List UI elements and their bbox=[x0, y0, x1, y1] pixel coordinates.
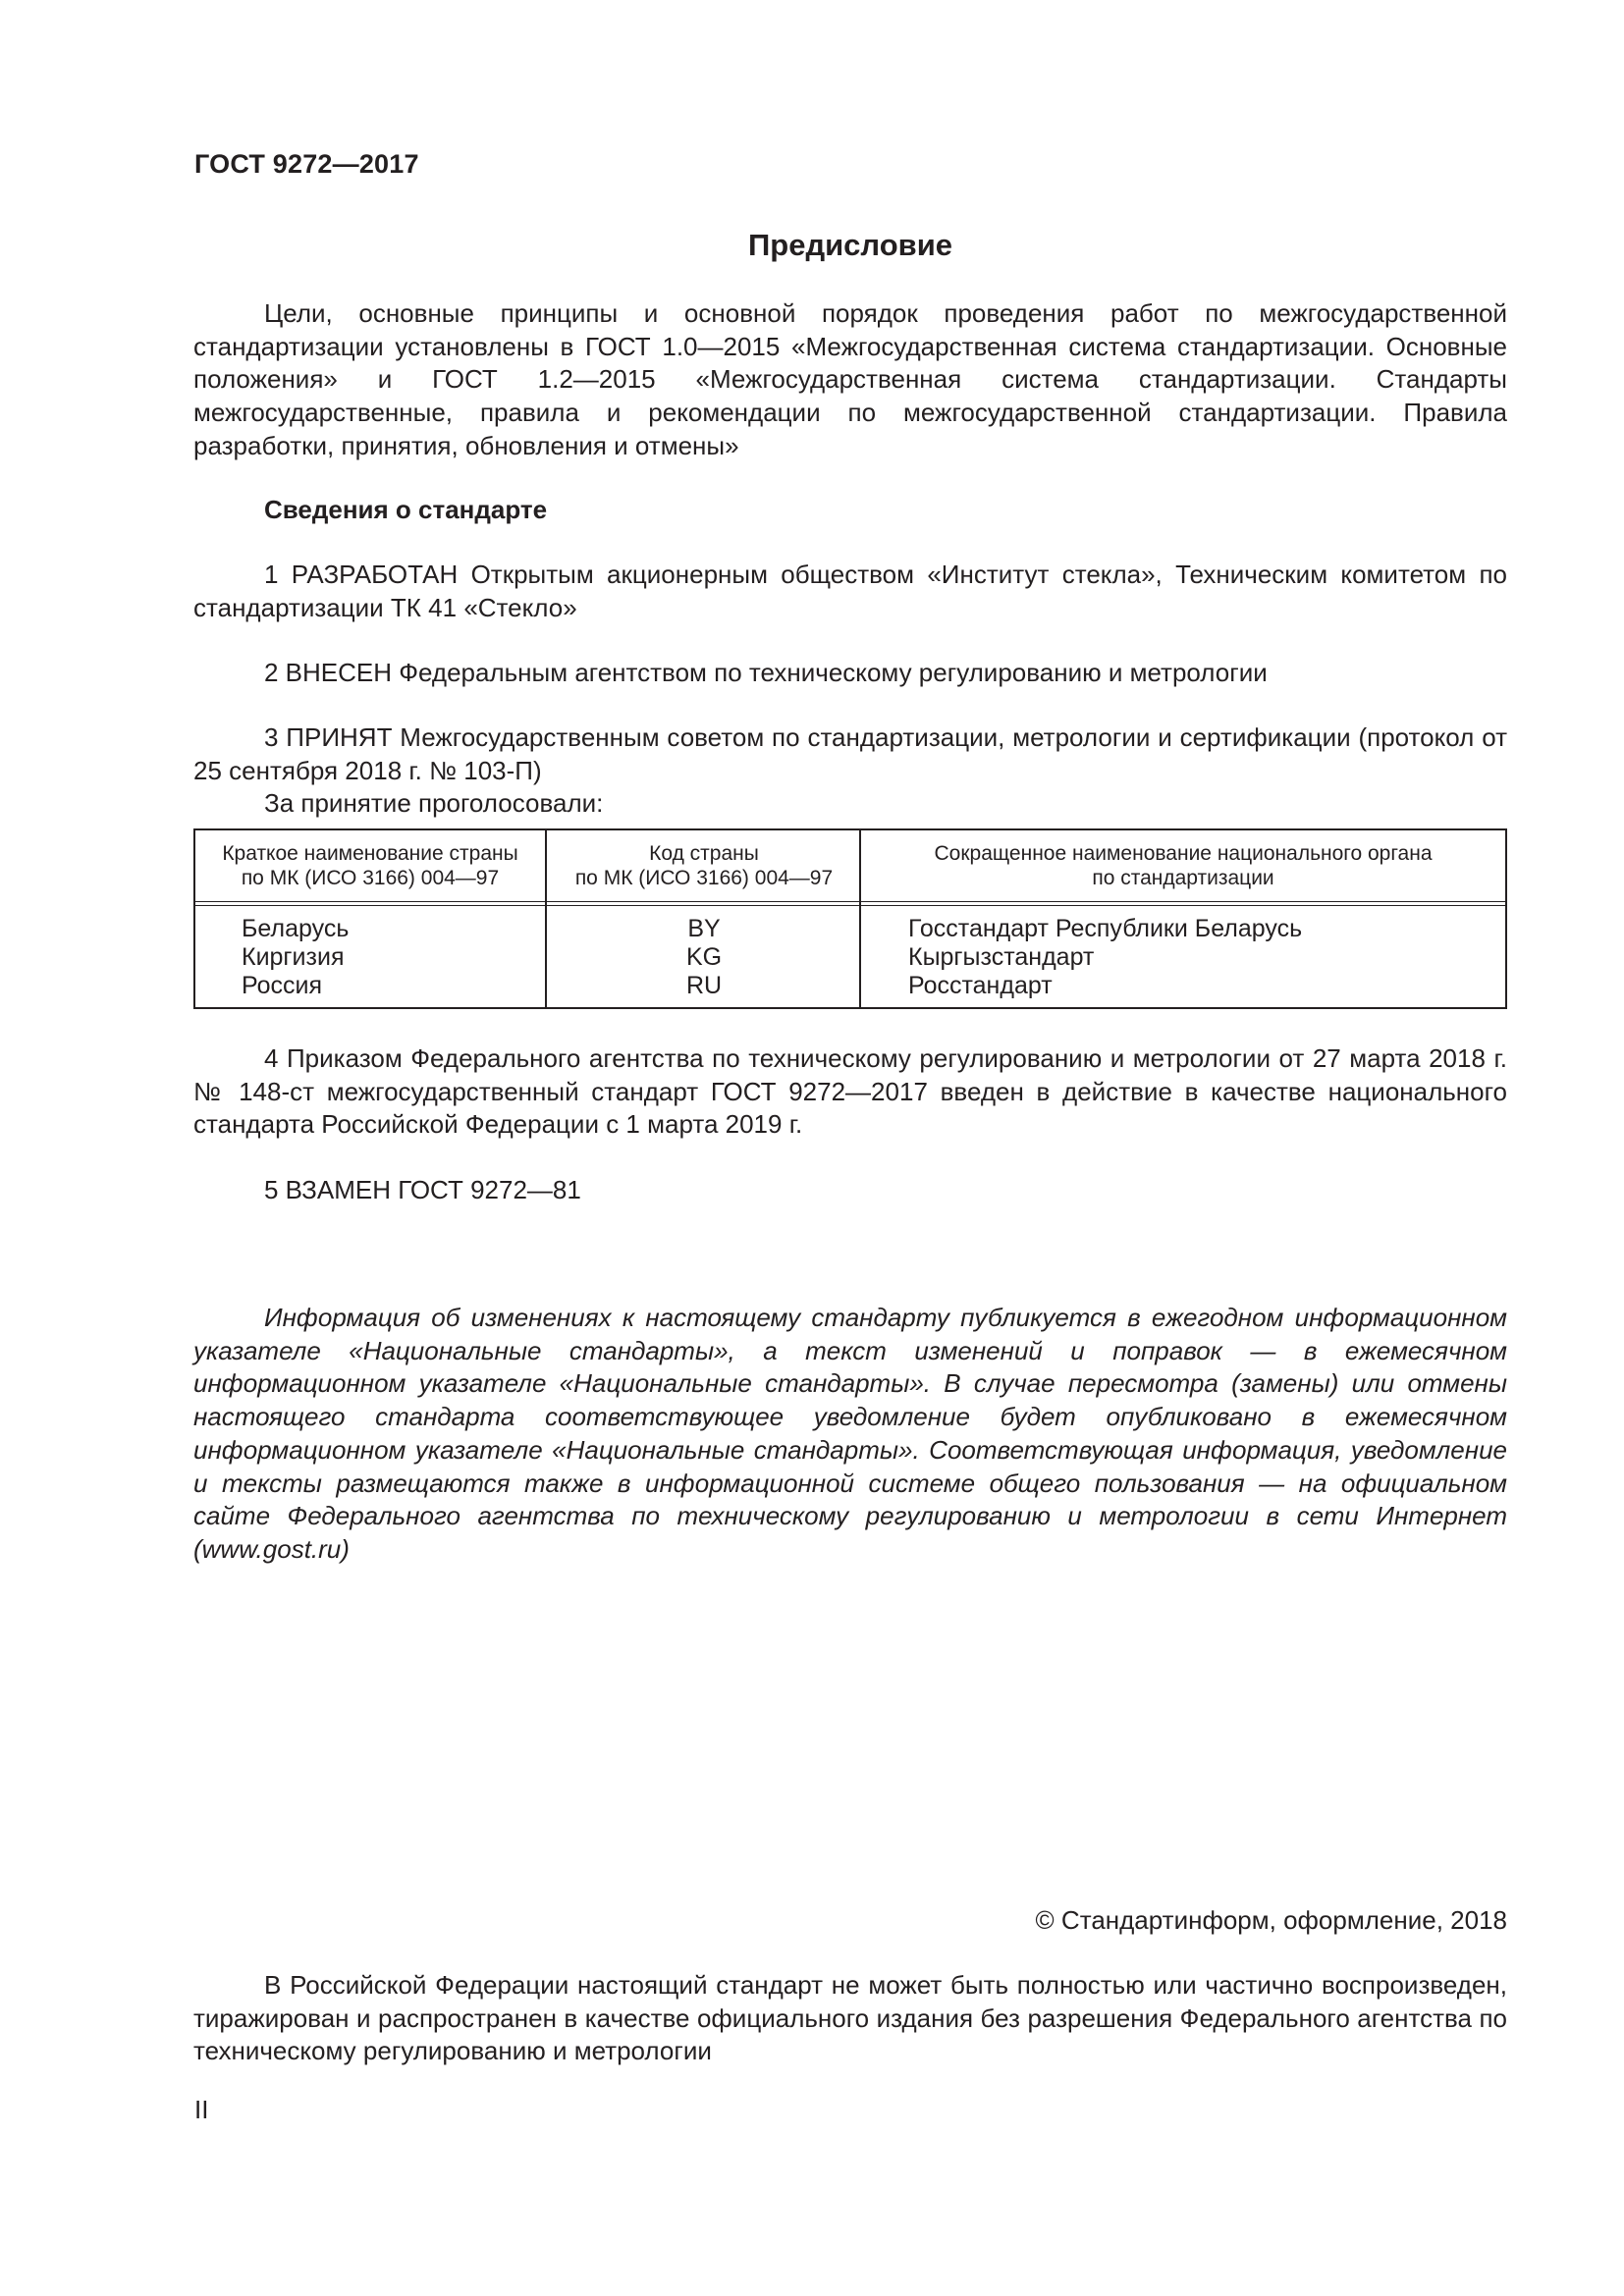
item-enacted: 4 Приказом Федерального агентства по техническому регулированию и метрологии от 27 марта 2018 г. № 148-ст межгосударственный стандарт ГОСТ 9272—2017 введен в действие в качестве национального стандарта Российской Федерации с 1 марта 2019 г. bbox=[193, 1043, 1507, 1140]
item-3-section bbox=[193, 721, 1507, 821]
header-line: Код страны bbox=[649, 842, 759, 865]
table-cell-country: Россия bbox=[242, 972, 322, 999]
copyright-notice: © Стандартинформ, оформление, 2018 bbox=[1035, 1905, 1507, 1935]
info-heading-section bbox=[193, 494, 1507, 527]
item-adopted: 3 ПРИНЯТ Межгосударственным советом по стандартизации, метрологии и сертификации (протокол от 25 сентября 2018 г. № 103-П) bbox=[193, 722, 1507, 785]
voted-label: За принятие проголосовали: bbox=[264, 788, 604, 819]
column-header-standards-body bbox=[861, 830, 1505, 901]
item-replaces: 5 ВЗАМЕН ГОСТ 9272—81 bbox=[264, 1175, 581, 1204]
info-heading: Сведения о стандарте bbox=[264, 495, 548, 524]
changes-notice: Информация об изменениях к настоящему стандарту публикуется в ежегодном информационном указателе «Национальные стандарты», а текст изменений и поправок — в ежемесячном информационном указателе «Национальные стандарты». В случае пересмотра (замены) или отмены настоящего стандарта соответствующее уведомление будет опубликовано в ежемесячном информационном указателе «Национальные стандарты». Соответствующая информация, уведомление и тексты размещаются также в информационной системе общего пользования — на официальном сайте Федерального агентства по техническому регулированию и метрологии в сети Интернет (www.gost.ru) bbox=[193, 1303, 1507, 1564]
page-title: Предисловие bbox=[747, 228, 952, 262]
item-4-section bbox=[193, 1042, 1507, 1142]
column-standards-body bbox=[859, 830, 1505, 1007]
item-1-section bbox=[193, 559, 1507, 624]
table-cell-code: KG bbox=[685, 943, 723, 971]
voting-countries-table bbox=[193, 828, 1507, 1009]
header-line: по МК (ИСО 3166) 004—97 bbox=[574, 867, 834, 889]
table-cell-country: Беларусь bbox=[242, 915, 350, 942]
column-header-country-code bbox=[547, 830, 861, 901]
table-cell-code: RU bbox=[685, 972, 723, 999]
reproduction-notice: В Российской Федерации настоящий стандарт не может быть полностью или частично воспроизведен, тиражирован и распространен в качестве официального издания без разрешения Федерального агентства по техническому регулированию и метрологии bbox=[193, 1970, 1507, 2066]
document-code-header: ГОСТ 9272—2017 bbox=[194, 149, 419, 179]
column-body bbox=[547, 915, 861, 1000]
table-cell-body: Госстандарт Республики Беларусь bbox=[908, 915, 1303, 942]
item-submitted: 2 ВНЕСЕН Федеральным агентством по техническому регулированию и метрологии bbox=[264, 658, 1268, 687]
item-developed: 1 РАЗРАБОТАН Открытым акционерным обществом «Институт стекла», Техническим комитетом по стандартизации ТК 41 «Стекло» bbox=[193, 560, 1507, 622]
table-cell-body: Росстандарт bbox=[908, 972, 1053, 999]
header-line: Сокращенное наименование национального органа bbox=[934, 842, 1433, 865]
column-body bbox=[861, 915, 1505, 1000]
intro-section bbox=[193, 297, 1507, 463]
column-header-country-name bbox=[195, 830, 545, 901]
intro-paragraph: Цели, основные принципы и основной порядок проведения работ по межгосударственной стандартизации установлены в ГОСТ 1.0—2015 «Межгосударственная система стандартизации. Основные положения» и ГОСТ 1.2—2015 «Межгосударственная система стандартизации. Стандарты межгосударственные, правила и рекомендации по межгосударственной стандартизации. Правила разработки, принятия, обновления и отмены» bbox=[193, 298, 1507, 460]
column-country-name bbox=[195, 830, 545, 1007]
header-line: по МК (ИСО 3166) 004—97 bbox=[241, 867, 500, 889]
table-cell-country: Киргизия bbox=[242, 943, 345, 971]
header-line: по стандартизации bbox=[1092, 867, 1274, 889]
reproduction-section bbox=[193, 1969, 1507, 2068]
header-line: Краткое наименование страны bbox=[222, 842, 518, 865]
table-cell-body: Кыргызстандарт bbox=[908, 943, 1095, 971]
item-2-section bbox=[193, 657, 1507, 690]
copyright-section bbox=[193, 1904, 1507, 1938]
column-country-code bbox=[545, 830, 861, 1007]
page-number: II bbox=[194, 2095, 209, 2124]
table-cell-code: BY bbox=[687, 915, 721, 942]
item-5-section bbox=[193, 1174, 1507, 1207]
column-body bbox=[195, 915, 545, 1000]
changes-notice-section bbox=[193, 1302, 1507, 1567]
